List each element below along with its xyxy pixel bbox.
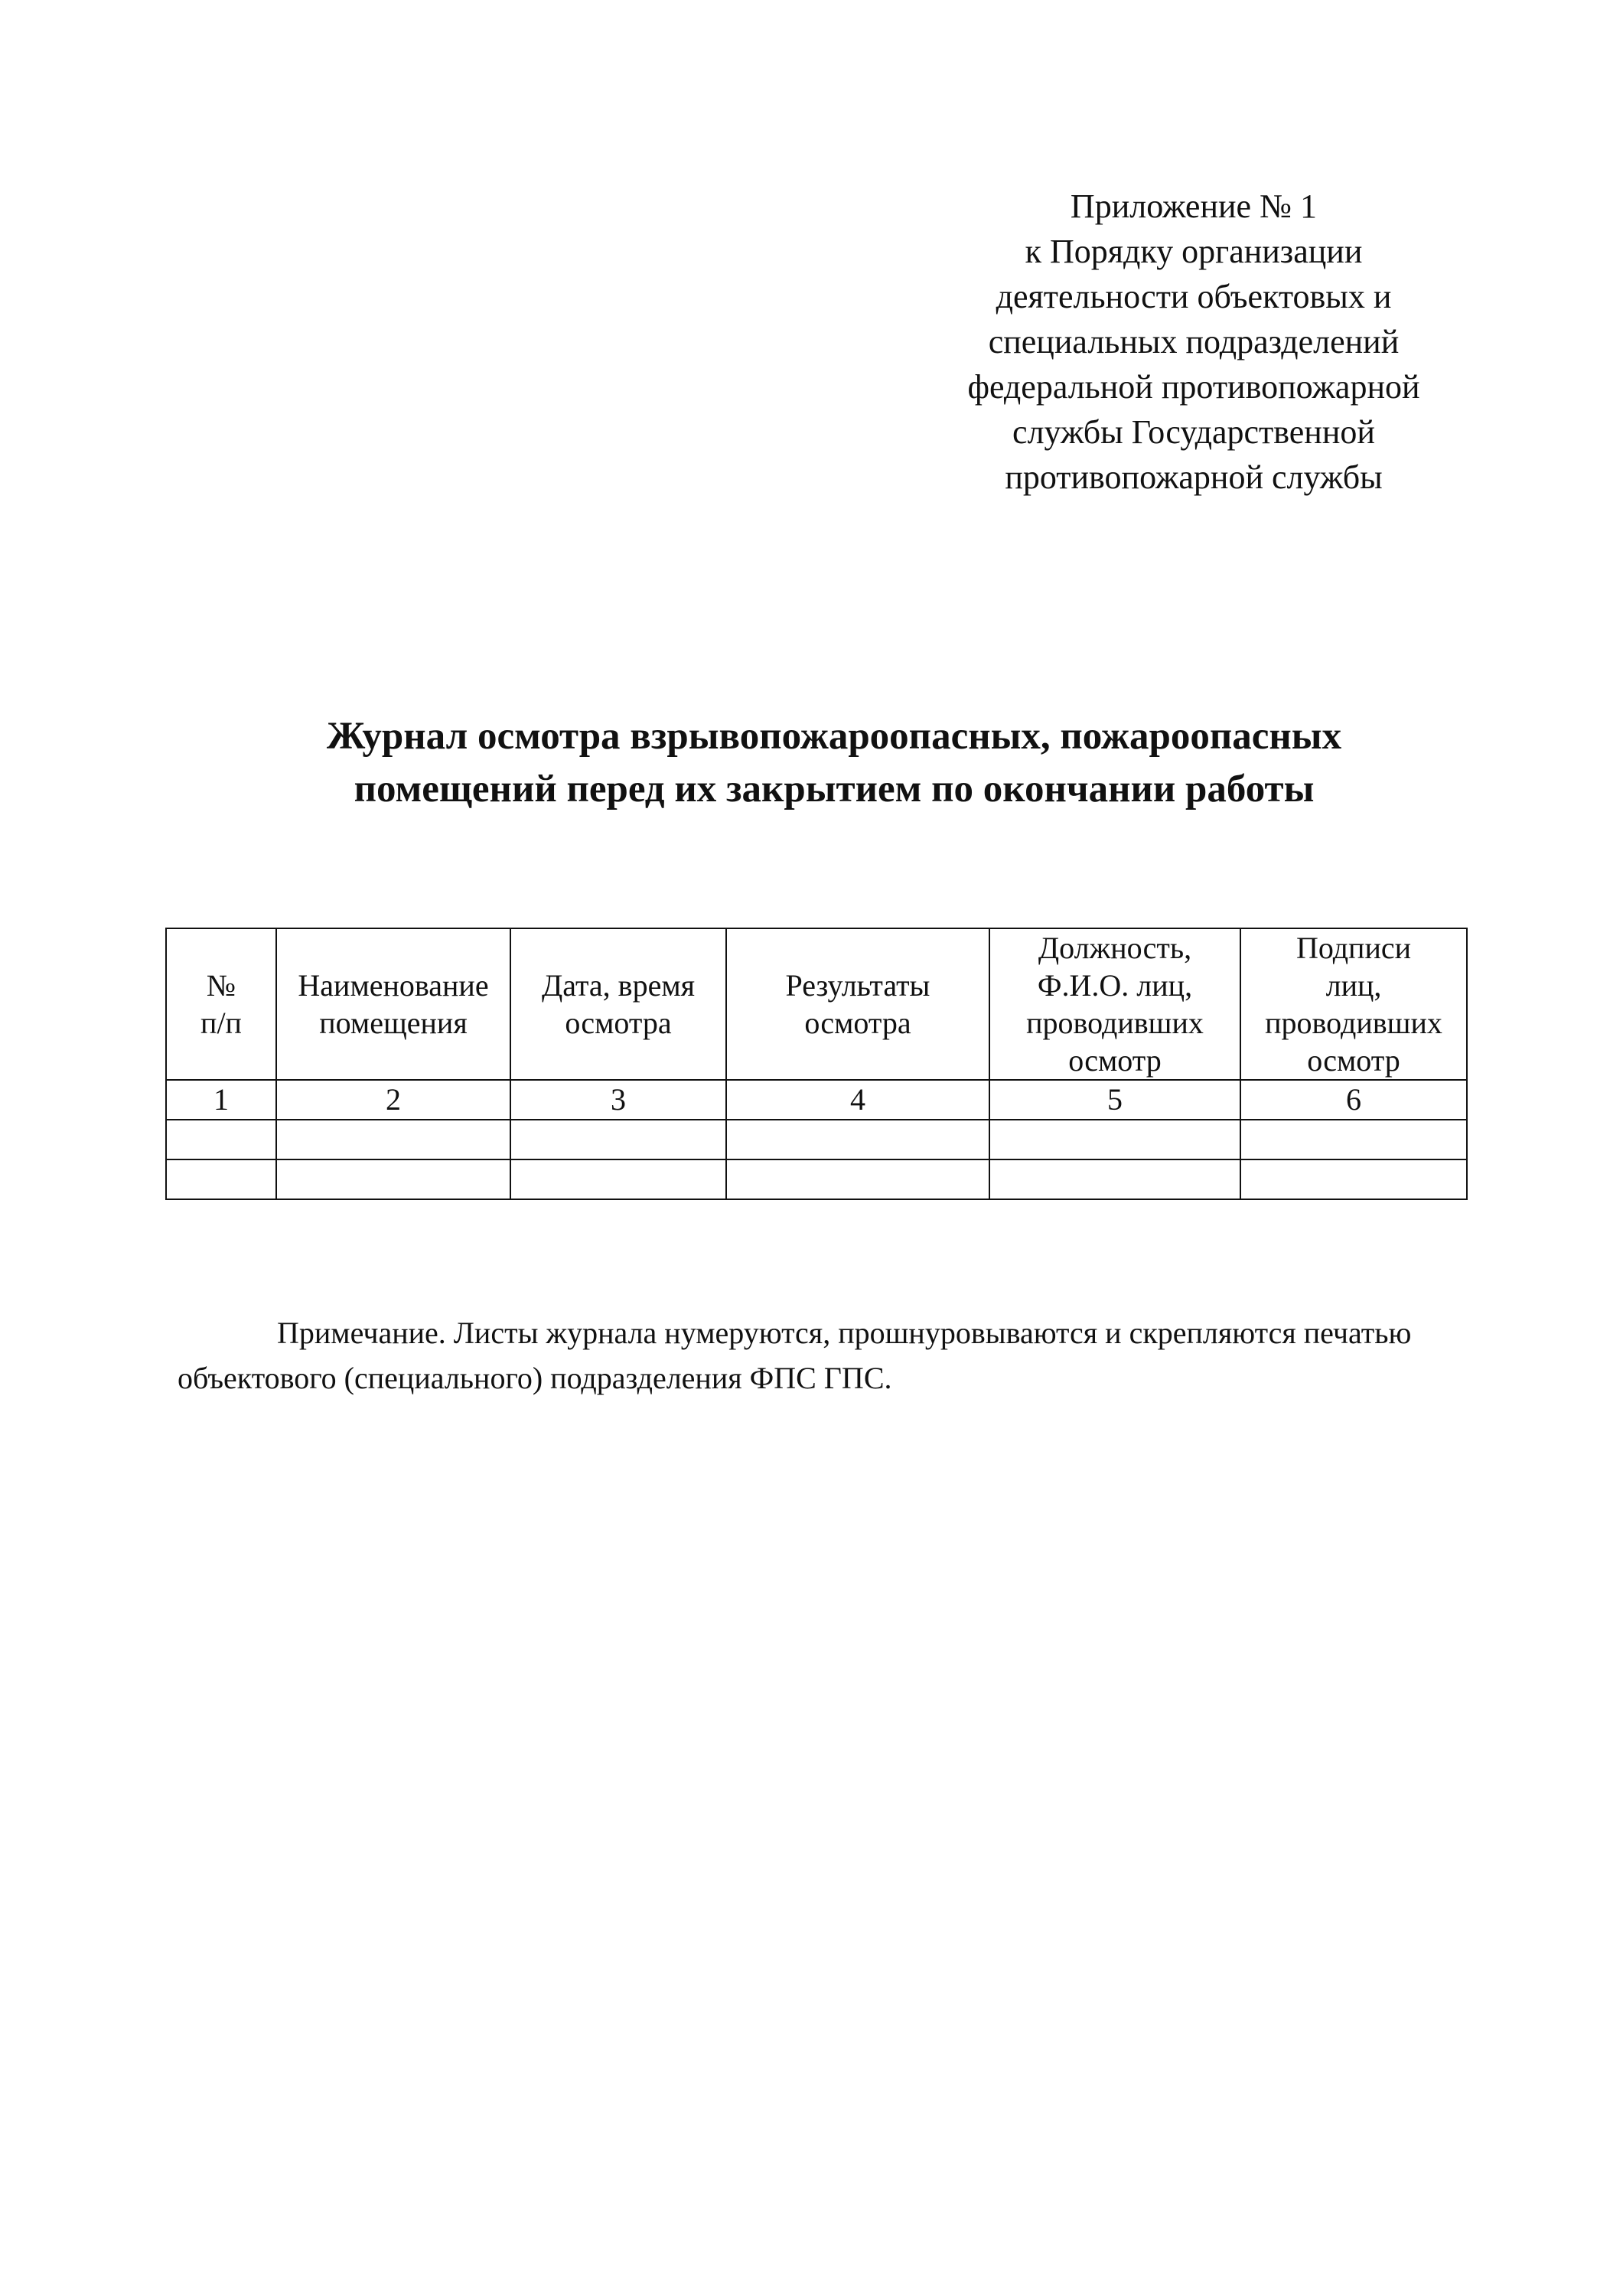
- table-row: [166, 1159, 1467, 1199]
- footnote-line-2: объектового (специального) подразделения ФПС ГПС.: [178, 1361, 892, 1395]
- appendix-line: противопожарной службы: [1005, 458, 1383, 496]
- appendix-line: службы Государственной: [1012, 413, 1375, 451]
- empty-cell: [989, 1159, 1240, 1199]
- empty-cell: [166, 1159, 276, 1199]
- empty-cell: [989, 1120, 1240, 1159]
- journal-table: [165, 928, 1468, 1200]
- empty-cell: [1240, 1120, 1467, 1159]
- title-line-1: Журнал осмотра взрывопожароопасных, пожароопасных: [326, 715, 1342, 758]
- empty-cell: [726, 1159, 989, 1199]
- empty-cell: [510, 1159, 726, 1199]
- empty-cell: [510, 1120, 726, 1159]
- header-cell-signatures: Подписи лиц, проводивших осмотр: [1240, 928, 1467, 1080]
- header-cell-date-time: Дата, время осмотра: [510, 928, 726, 1080]
- column-number-cell: 5: [989, 1080, 1240, 1120]
- header-cell-position-name: Должность, Ф.И.О. лиц, проводивших осмотр: [989, 928, 1240, 1080]
- column-number-cell: 4: [726, 1080, 989, 1120]
- footnote: [178, 1310, 1509, 1401]
- appendix-line: Приложение № 1: [1070, 188, 1318, 225]
- table-row: [166, 1120, 1467, 1159]
- empty-cell: [276, 1159, 510, 1199]
- title-line-2: помещений перед их закрытием по окончании работы: [354, 768, 1315, 810]
- header-cell-room-name: Наименование помещения: [276, 928, 510, 1080]
- header-cell-results: Результаты осмотра: [726, 928, 989, 1080]
- appendix-line: федеральной противопожарной: [967, 368, 1420, 406]
- appendix-header: [895, 184, 1492, 500]
- empty-cell: [726, 1120, 989, 1159]
- table-header-row: [166, 928, 1467, 1080]
- column-number-cell: 1: [166, 1080, 276, 1120]
- empty-cell: [276, 1120, 510, 1159]
- document-title: [153, 710, 1515, 816]
- empty-cell: [166, 1120, 276, 1159]
- column-number-cell: 3: [510, 1080, 726, 1120]
- column-number-row: [166, 1080, 1467, 1120]
- appendix-line: специальных подразделений: [988, 323, 1400, 360]
- column-number-cell: 2: [276, 1080, 510, 1120]
- header-cell-number: № п/п: [166, 928, 276, 1080]
- appendix-line: к Порядку организации: [1025, 233, 1363, 270]
- empty-cell: [1240, 1159, 1467, 1199]
- appendix-line: деятельности объектовых и: [996, 278, 1392, 315]
- column-number-cell: 6: [1240, 1080, 1467, 1120]
- footnote-line-1: Примечание. Листы журнала нумеруются, прошнуровываются и скрепляются печатью: [277, 1316, 1412, 1350]
